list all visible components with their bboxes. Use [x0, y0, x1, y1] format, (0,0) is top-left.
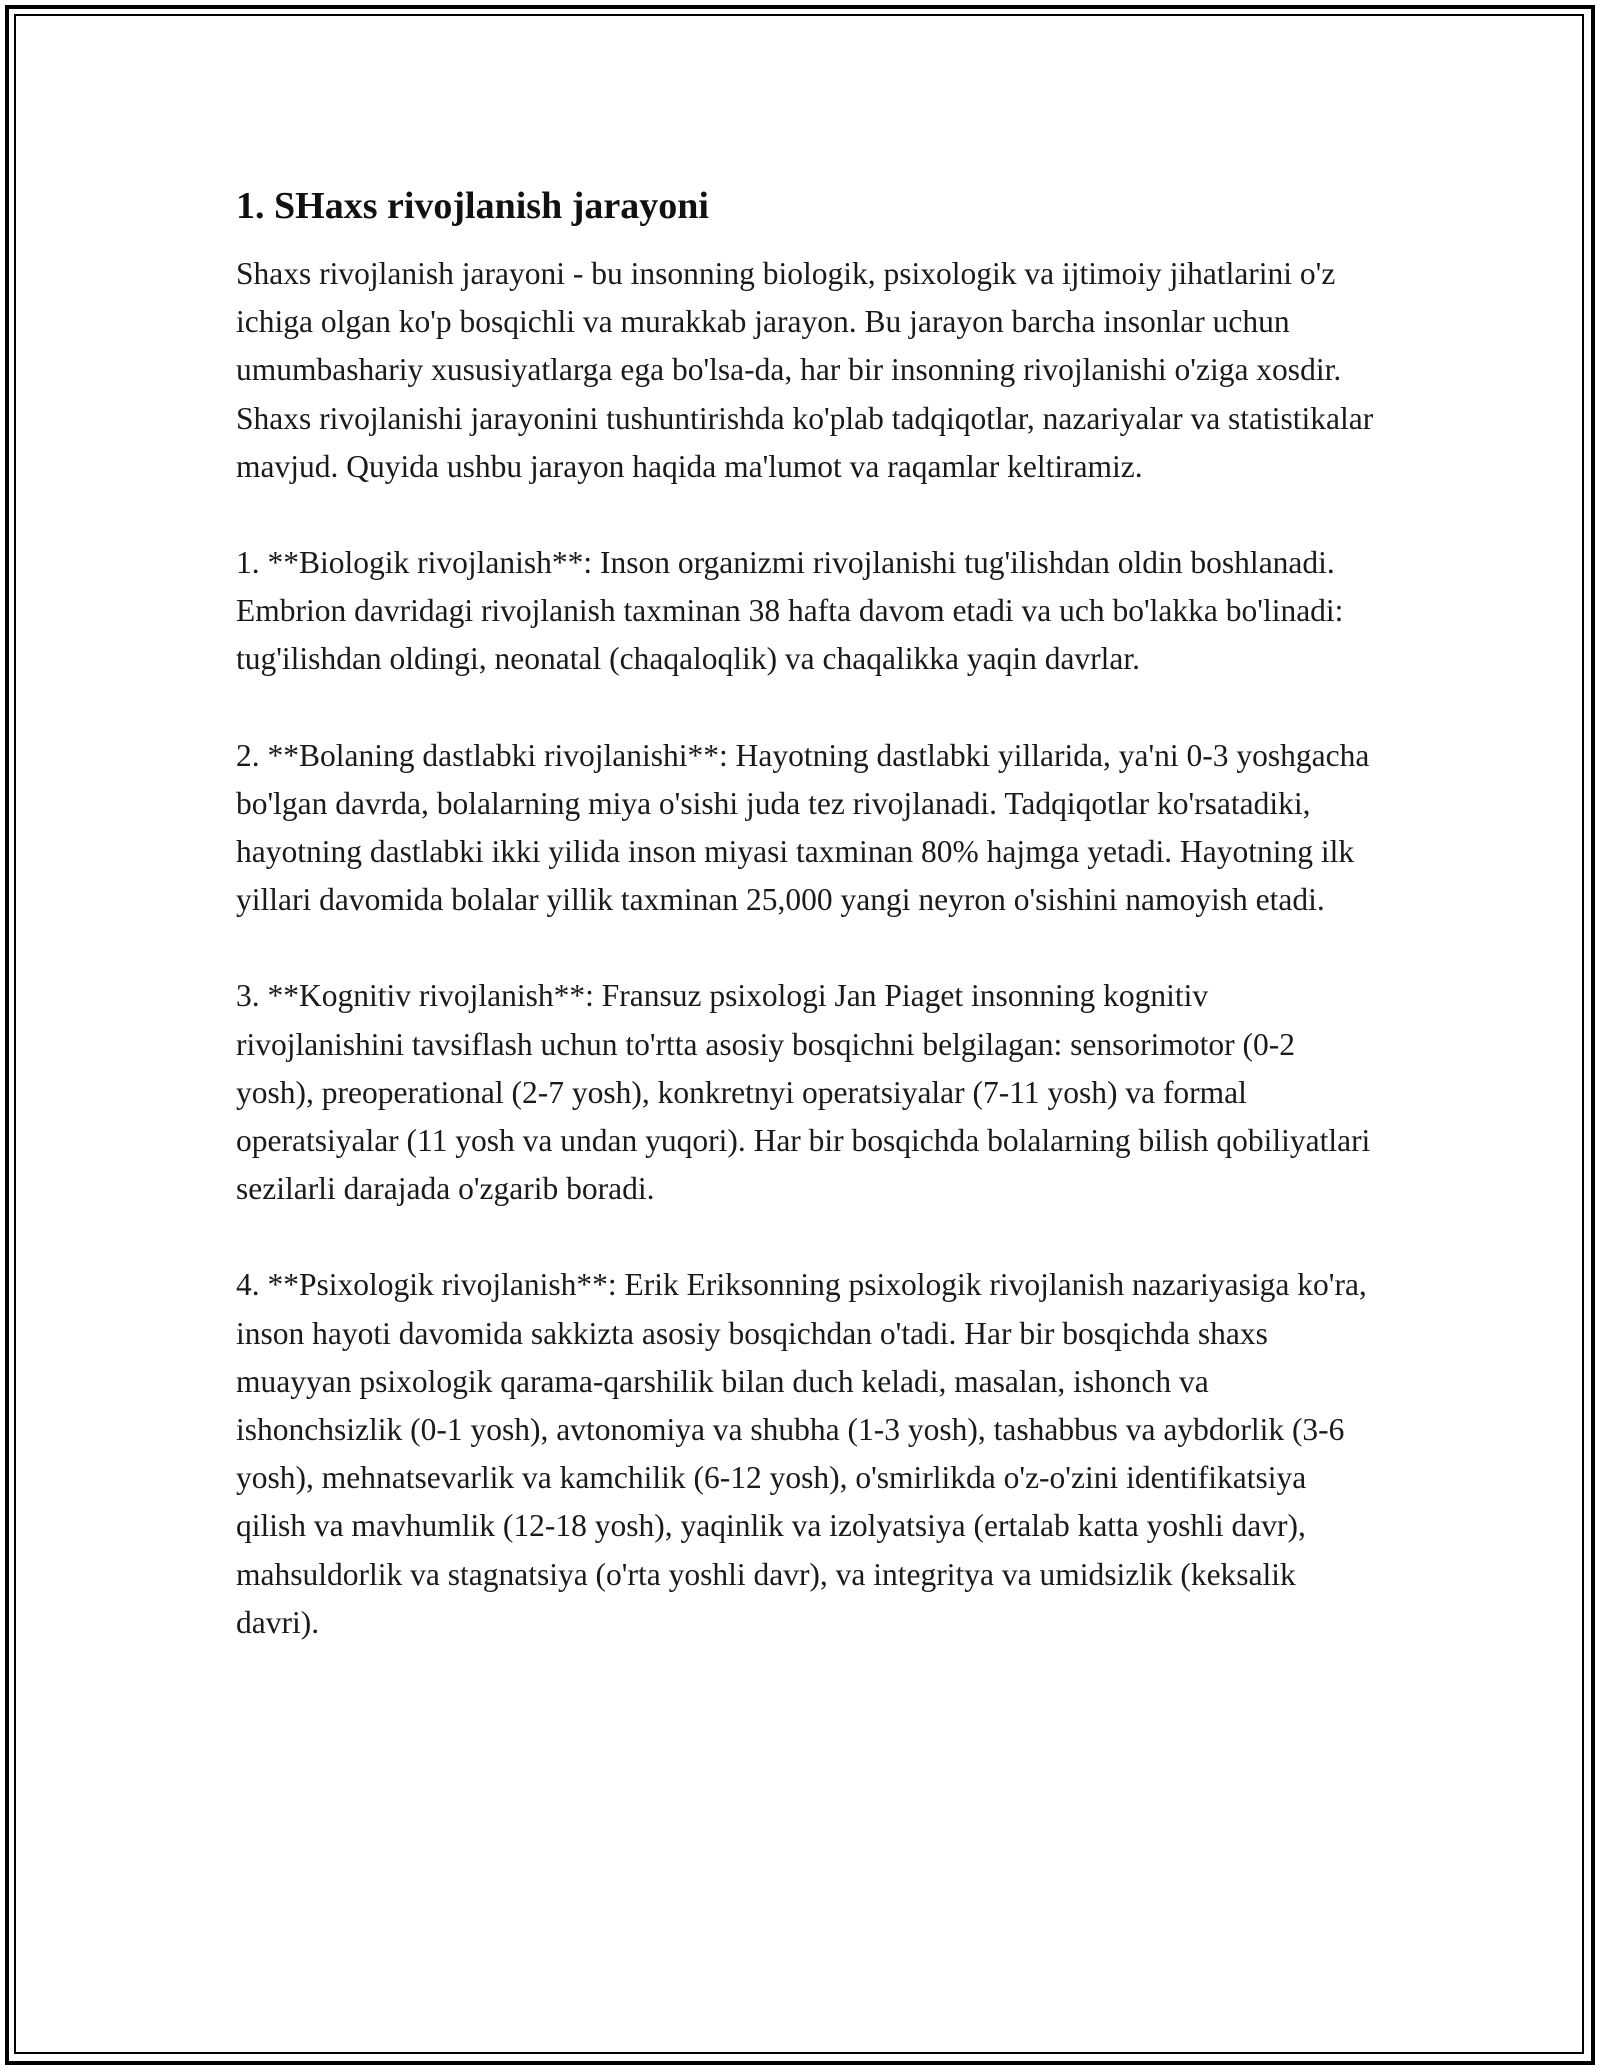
paragraph-early-childhood-development: 2. **Bolaning dastlabki rivojlanishi**: Hayotning dastlabki yillarida, ya'ni 0-3 yoshgacha bo'lgan davrda, bolalarning miya o'sishi juda tez rivojlanadi. Tadqiqotlar ko'rsatadiki, hayotning dastlabki ikki yilida inson miyasi taxminan 80% hajmga yetadi. Hayotning ilk yillari davomida bolalar yillik taxminan 25,000 yangi neyron o'sishini namoyish etadi.	[236, 737, 1370, 918]
document-title: 1. SHaxs rivojlanish jarayoni	[236, 185, 709, 227]
paragraph-cognitive-development: 3. **Kognitiv rivojlanish**: Fransuz psixologi Jan Piaget insonning kognitiv rivojlanishini tavsiflash uchun to'rtta asosiy bosqichni belgilagan: sensorimotor (0-2 yosh), preoperational (2-7 yosh), konkretnyi operatsiyalar (7-11 yosh) va formal operatsiyalar (11 yosh va undan yuqori). Har bir bosqichda bolalarning bilish qobiliyatlari sezilarli darajada o'zgarib boradi.	[236, 978, 1371, 1207]
paragraph-biological-development: 1. **Biologik rivojlanish**: Inson organizmi rivojlanishi tug'ilishdan oldin boshlanadi. Embrion davridagi rivojlanish taxminan 38 hafta davom etadi va uch bo'lakka bo'linadi: tug'ilishdan oldingi, neonatal (chaqaloqlik) va chaqalikka yaqin davrlar.	[236, 545, 1344, 677]
paragraph-psychological-development: 4. **Psixologik rivojlanish**: Erik Eriksonning psixologik rivojlanish nazariyasiga ko'ra, inson hayoti davomida sakkizta asosiy bosqichdan o'tadi. Har bir bosqichda shaxs muayyan psixologik qarama-qarshilik bilan duch keladi, masalan, ishonch va ishonchsizlik (0-1 yosh), avtonomiya va shubha (1-3 yosh), tashabbus va aybdorlik (3-6 yosh), mehnatsevarlik va kamchilik (6-12 yosh), o'smirlikda o'z-o'zini identifikatsiya qilish va mavhumlik (12-18 yosh), yaqinlik va izolyatsiya (ertalab katta yoshli davr), mahsuldorlik va stagnatsiya (o'rta yoshli davr), va integritya va umidsizlik (keksalik davri).	[236, 1267, 1367, 1640]
document-body	[236, 182, 1376, 1647]
intro-paragraph: Shaxs rivojlanish jarayoni - bu insonning biologik, psixologik va ijtimoiy jihatlarini o'z ichiga olgan ko'p bosqichli va murakkab jarayon. Bu jarayon barcha insonlar uchun umumbashariy xususiyatlarga ega bo'lsa-da, har bir insonning rivojlanishi o'ziga xosdir. Shaxs rivojlanishi jarayonini tushuntirishda ko'plab tadqiqotlar, nazariyalar va statistikalar mavjud. Quyida ushbu jarayon haqida ma'lumot va raqamlar keltiramiz.	[236, 256, 1374, 484]
